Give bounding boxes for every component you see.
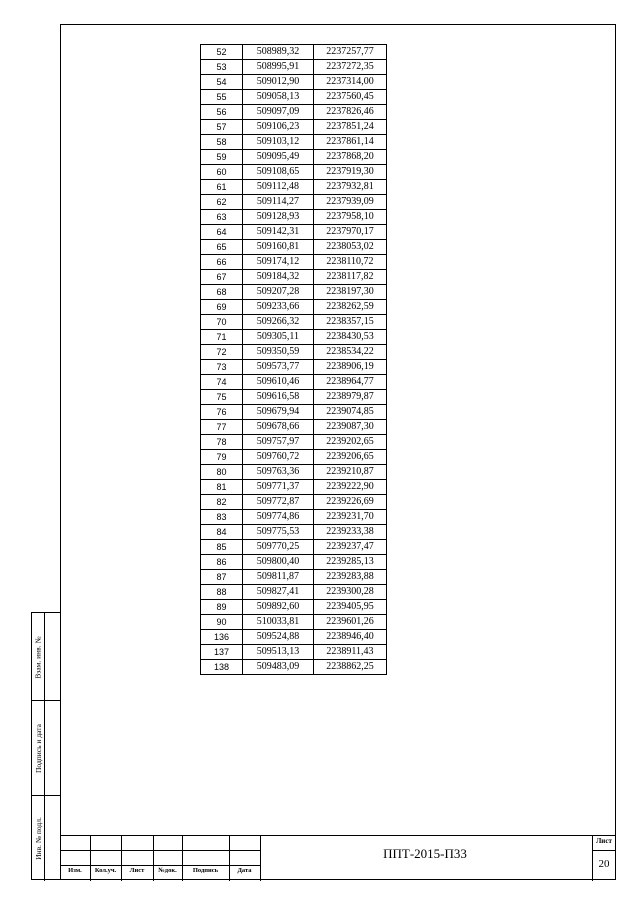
coord-y: 2239233,38 (314, 525, 387, 540)
coord-y: 2238946,40 (314, 630, 387, 645)
coord-y: 2238262,59 (314, 300, 387, 315)
coord-y: 2239087,30 (314, 420, 387, 435)
coord-y: 2239285,13 (314, 555, 387, 570)
coord-x: 509800,40 (243, 555, 314, 570)
point-number: 84 (201, 525, 243, 540)
coord-x: 510033,81 (243, 615, 314, 630)
point-number: 65 (201, 240, 243, 255)
point-number: 61 (201, 180, 243, 195)
table-row (201, 405, 387, 420)
coord-x: 509233,66 (243, 300, 314, 315)
coord-y: 2239226,69 (314, 495, 387, 510)
point-number: 137 (201, 645, 243, 660)
table-row (201, 240, 387, 255)
col-list: Лист (129, 867, 145, 874)
point-number: 75 (201, 390, 243, 405)
coord-x: 509142,31 (243, 225, 314, 240)
coord-x: 509678,66 (243, 420, 314, 435)
coord-x: 509771,37 (243, 480, 314, 495)
table-row (201, 135, 387, 150)
point-number: 76 (201, 405, 243, 420)
coord-y: 2237970,17 (314, 225, 387, 240)
coord-y: 2237932,81 (314, 180, 387, 195)
coord-x: 509610,46 (243, 375, 314, 390)
table-row (201, 480, 387, 495)
point-number: 68 (201, 285, 243, 300)
coord-y: 2237560,45 (314, 90, 387, 105)
coordinates-table (200, 44, 387, 675)
coord-y: 2239074,85 (314, 405, 387, 420)
coord-y: 2238430,53 (314, 330, 387, 345)
coord-y: 2239206,65 (314, 450, 387, 465)
point-number: 77 (201, 420, 243, 435)
table-row (201, 105, 387, 120)
coord-x: 509770,25 (243, 540, 314, 555)
coord-y: 2238117,82 (314, 270, 387, 285)
coord-y: 2239237,47 (314, 540, 387, 555)
coord-x: 509350,59 (243, 345, 314, 360)
coord-x: 509679,94 (243, 405, 314, 420)
table-row (201, 285, 387, 300)
point-number: 85 (201, 540, 243, 555)
table-row (201, 60, 387, 75)
coord-y: 2239283,88 (314, 570, 387, 585)
point-number: 67 (201, 270, 243, 285)
table-row (201, 330, 387, 345)
coord-x: 509513,13 (243, 645, 314, 660)
table-row (201, 120, 387, 135)
sheet-number: 20 (598, 858, 610, 870)
coord-x: 509573,77 (243, 360, 314, 375)
table-row (201, 555, 387, 570)
coord-x: 509827,41 (243, 585, 314, 600)
coord-y: 2239202,65 (314, 435, 387, 450)
table-row (201, 375, 387, 390)
point-number: 64 (201, 225, 243, 240)
table-row (201, 600, 387, 615)
coord-x: 509207,28 (243, 285, 314, 300)
coord-x: 509112,48 (243, 180, 314, 195)
point-number: 74 (201, 375, 243, 390)
coord-x: 509892,60 (243, 600, 314, 615)
coord-x: 509012,90 (243, 75, 314, 90)
point-number: 138 (201, 660, 243, 675)
coord-y: 2237919,30 (314, 165, 387, 180)
podpis-label: Подпись и дата (33, 724, 43, 773)
table-row (201, 255, 387, 270)
coord-y: 2238911,43 (314, 645, 387, 660)
coord-x: 509757,97 (243, 435, 314, 450)
coord-y: 2239222,90 (314, 480, 387, 495)
table-row (201, 540, 387, 555)
point-number: 59 (201, 150, 243, 165)
col-data: Дата (237, 867, 252, 874)
point-number: 60 (201, 165, 243, 180)
coord-y: 2239405,95 (314, 600, 387, 615)
point-number: 73 (201, 360, 243, 375)
table-row (201, 90, 387, 105)
coord-y: 2237257,77 (314, 45, 387, 60)
coord-x: 509128,93 (243, 210, 314, 225)
coord-x: 509775,53 (243, 525, 314, 540)
point-number: 62 (201, 195, 243, 210)
point-number: 136 (201, 630, 243, 645)
table-row (201, 450, 387, 465)
title-block (60, 835, 616, 880)
coord-y: 2238197,30 (314, 285, 387, 300)
coord-x: 509108,65 (243, 165, 314, 180)
document-code: ППТ-2015-П33 (383, 846, 467, 861)
coord-x: 509114,27 (243, 195, 314, 210)
table-row (201, 660, 387, 675)
coord-y: 2237826,46 (314, 105, 387, 120)
point-number: 53 (201, 60, 243, 75)
coord-y: 2238053,02 (314, 240, 387, 255)
coord-y: 2237861,14 (314, 135, 387, 150)
col-ndok: №док. (158, 867, 177, 874)
coord-y: 2239601,26 (314, 615, 387, 630)
point-number: 78 (201, 435, 243, 450)
coord-y: 2238110,72 (314, 255, 387, 270)
point-number: 90 (201, 615, 243, 630)
coord-y: 2237851,24 (314, 120, 387, 135)
coord-x: 509305,11 (243, 330, 314, 345)
coord-y: 2237958,10 (314, 210, 387, 225)
col-kolich: Кол.уч. (94, 867, 117, 874)
table-row (201, 270, 387, 285)
col-podpis: Подпись (192, 867, 219, 874)
table-row (201, 180, 387, 195)
coord-x: 509184,32 (243, 270, 314, 285)
coord-x: 509058,13 (243, 90, 314, 105)
table-row (201, 570, 387, 585)
table-row (201, 510, 387, 525)
point-number: 89 (201, 600, 243, 615)
point-number: 80 (201, 465, 243, 480)
coord-y: 2237314,00 (314, 75, 387, 90)
coord-x: 509160,81 (243, 240, 314, 255)
table-row (201, 360, 387, 375)
table-row (201, 165, 387, 180)
point-number: 58 (201, 135, 243, 150)
point-number: 66 (201, 255, 243, 270)
coord-x: 509095,49 (243, 150, 314, 165)
coord-x: 509097,09 (243, 105, 314, 120)
coord-y: 2238357,15 (314, 315, 387, 330)
coord-y: 2237868,20 (314, 150, 387, 165)
point-number: 79 (201, 450, 243, 465)
point-number: 56 (201, 105, 243, 120)
table-row (201, 390, 387, 405)
inv-label: Инв. № подл. (33, 817, 43, 860)
table-row (201, 630, 387, 645)
point-number: 86 (201, 555, 243, 570)
table-row (201, 585, 387, 600)
table-row (201, 45, 387, 60)
side-strip (31, 612, 60, 880)
table-row (201, 345, 387, 360)
point-number: 52 (201, 45, 243, 60)
point-number: 83 (201, 510, 243, 525)
coord-x: 508989,32 (243, 45, 314, 60)
point-number: 70 (201, 315, 243, 330)
col-izm: Изм. (68, 867, 82, 874)
coord-x: 509174,12 (243, 255, 314, 270)
table-row (201, 75, 387, 90)
table-row (201, 300, 387, 315)
coord-x: 509524,88 (243, 630, 314, 645)
table-row (201, 435, 387, 450)
coord-x: 509763,36 (243, 465, 314, 480)
table-row (201, 615, 387, 630)
coord-y: 2238906,19 (314, 360, 387, 375)
coord-x: 509760,72 (243, 450, 314, 465)
point-number: 69 (201, 300, 243, 315)
table-row (201, 150, 387, 165)
coord-y: 2237272,35 (314, 60, 387, 75)
coord-y: 2239210,87 (314, 465, 387, 480)
table-row (201, 420, 387, 435)
table-row (201, 210, 387, 225)
coord-y: 2238862,25 (314, 660, 387, 675)
coord-x: 509106,23 (243, 120, 314, 135)
coord-x: 509103,12 (243, 135, 314, 150)
table-row (201, 645, 387, 660)
point-number: 54 (201, 75, 243, 90)
table-row (201, 495, 387, 510)
coord-x: 509616,58 (243, 390, 314, 405)
coord-x: 509811,87 (243, 570, 314, 585)
point-number: 82 (201, 495, 243, 510)
point-number: 72 (201, 345, 243, 360)
point-number: 81 (201, 480, 243, 495)
point-number: 87 (201, 570, 243, 585)
table-row (201, 225, 387, 240)
table-row (201, 465, 387, 480)
coord-x: 509483,09 (243, 660, 314, 675)
table-row (201, 195, 387, 210)
coord-y: 2238534,22 (314, 345, 387, 360)
coord-y: 2239300,28 (314, 585, 387, 600)
point-number: 71 (201, 330, 243, 345)
coord-x: 509772,87 (243, 495, 314, 510)
table-row (201, 525, 387, 540)
vzam-label: Взам. инв. № (33, 635, 43, 679)
coord-x: 509774,86 (243, 510, 314, 525)
table-row (201, 315, 387, 330)
coord-y: 2238979,87 (314, 390, 387, 405)
coord-x: 509266,32 (243, 315, 314, 330)
coord-y: 2239231,70 (314, 510, 387, 525)
sheet-caption: Лист (596, 837, 612, 845)
point-number: 88 (201, 585, 243, 600)
point-number: 57 (201, 120, 243, 135)
point-number: 55 (201, 90, 243, 105)
point-number: 63 (201, 210, 243, 225)
coord-x: 508995,91 (243, 60, 314, 75)
coord-y: 2238964,77 (314, 375, 387, 390)
coord-y: 2237939,09 (314, 195, 387, 210)
